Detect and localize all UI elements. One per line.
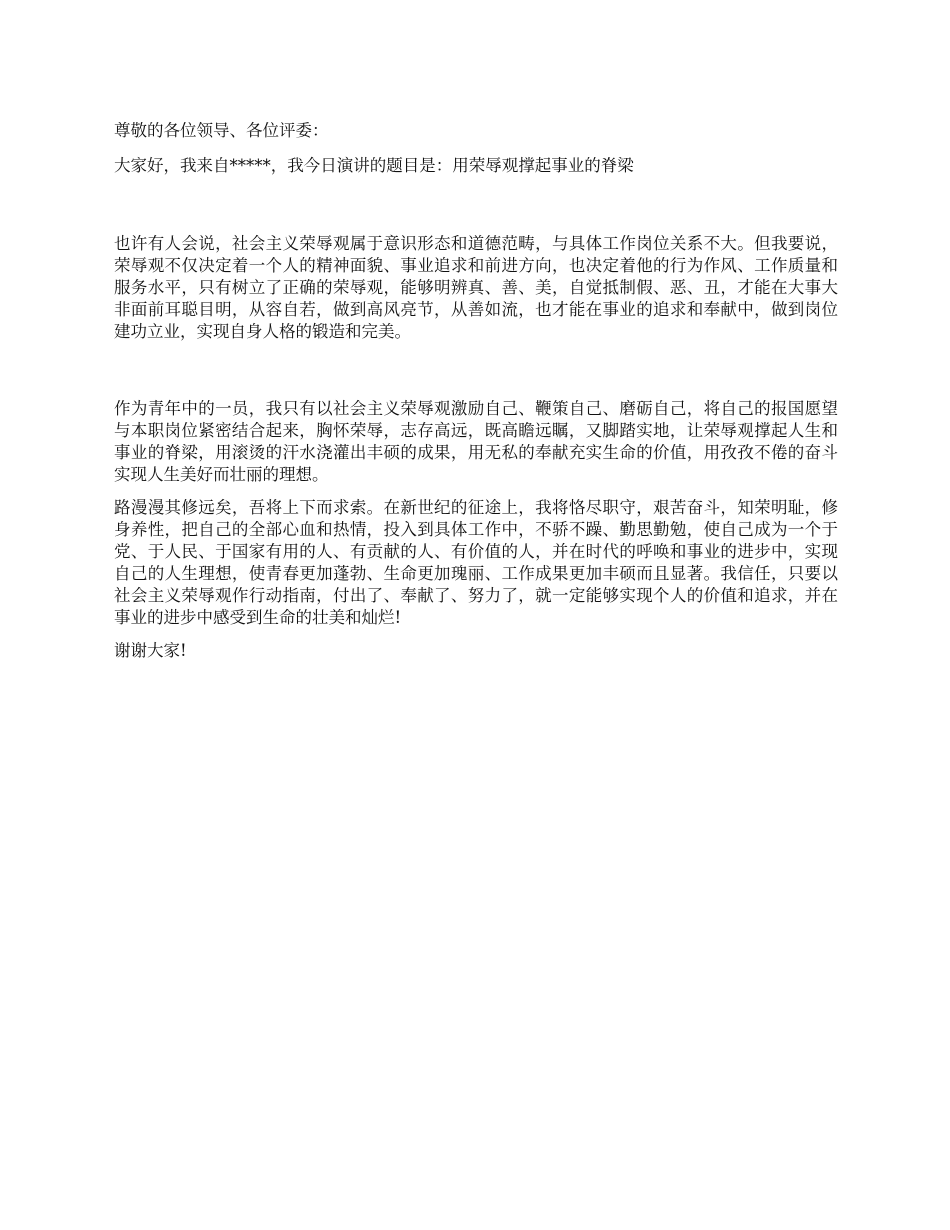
paragraph-2: 作为青年中的一员，我只有以社会主义荣辱观激励自己、鞭策自己、磨砺自己，将自己的报国愿望与本职岗位紧密结合起来，胸怀荣辱，志存高远，既高瞻远瞩，又脚踏实地，让荣辱观撑起人生和事业的脊梁，用滚烫的汗水浇灌出丰硕的成果，用无私的奉献充实生命的价值，用孜孜不倦的奋斗实现人生美好而壮丽的理想。 — [114, 399, 838, 484]
greeting-line: 尊敬的各位领导、各位评委： — [114, 121, 329, 140]
paragraph-3: 路漫漫其修远矣，吾将上下而求索。在新世纪的征途上，我将恪尽职守，艰苦奋斗，知荣明耻，修身养性，把自己的全部心血和热情，投入到具体工作中，不骄不躁、勤思勤勉，使自己成为一个于党、于人民、于国家有用的人、有贡献的人、有价值的人，并在时代的呼唤和事业的进步中，实现自己的人生理想，使青春更加蓬勃、生命更加瑰丽、工作成果更加丰硕而且显著。我信任，只要以社会主义荣辱观作行动指南，付出了、奉献了、努力了，就一定能够实现个人的价值和追求，并在事业的进步中感受到生命的壮美和灿烂! — [114, 498, 838, 627]
document-page — [114, 120, 838, 662]
intro-line: 大家好，我来自*****，我今日演讲的题目是：用荣辱观撑起事业的脊梁 — [114, 156, 634, 175]
paragraph-1: 也许有人会说，社会主义荣辱观属于意识形态和道德范畴，与具体工作岗位关系不大。但我要说，荣辱观不仅决定着一个人的精神面貌、事业追求和前进方向，也决定着他的行为作风、工作质量和服务水平，只有树立了正确的荣辱观，能够明辨真、善、美，自觉抵制假、恶、丑，才能在大事大非面前耳聪目明，从容自若，做到高风亮节，从善如流，也才能在事业的追求和奉献中，做到岗位建功立业，实现自身人格的锻造和完美。 — [114, 234, 838, 341]
closing-line: 谢谢大家! — [114, 641, 187, 660]
